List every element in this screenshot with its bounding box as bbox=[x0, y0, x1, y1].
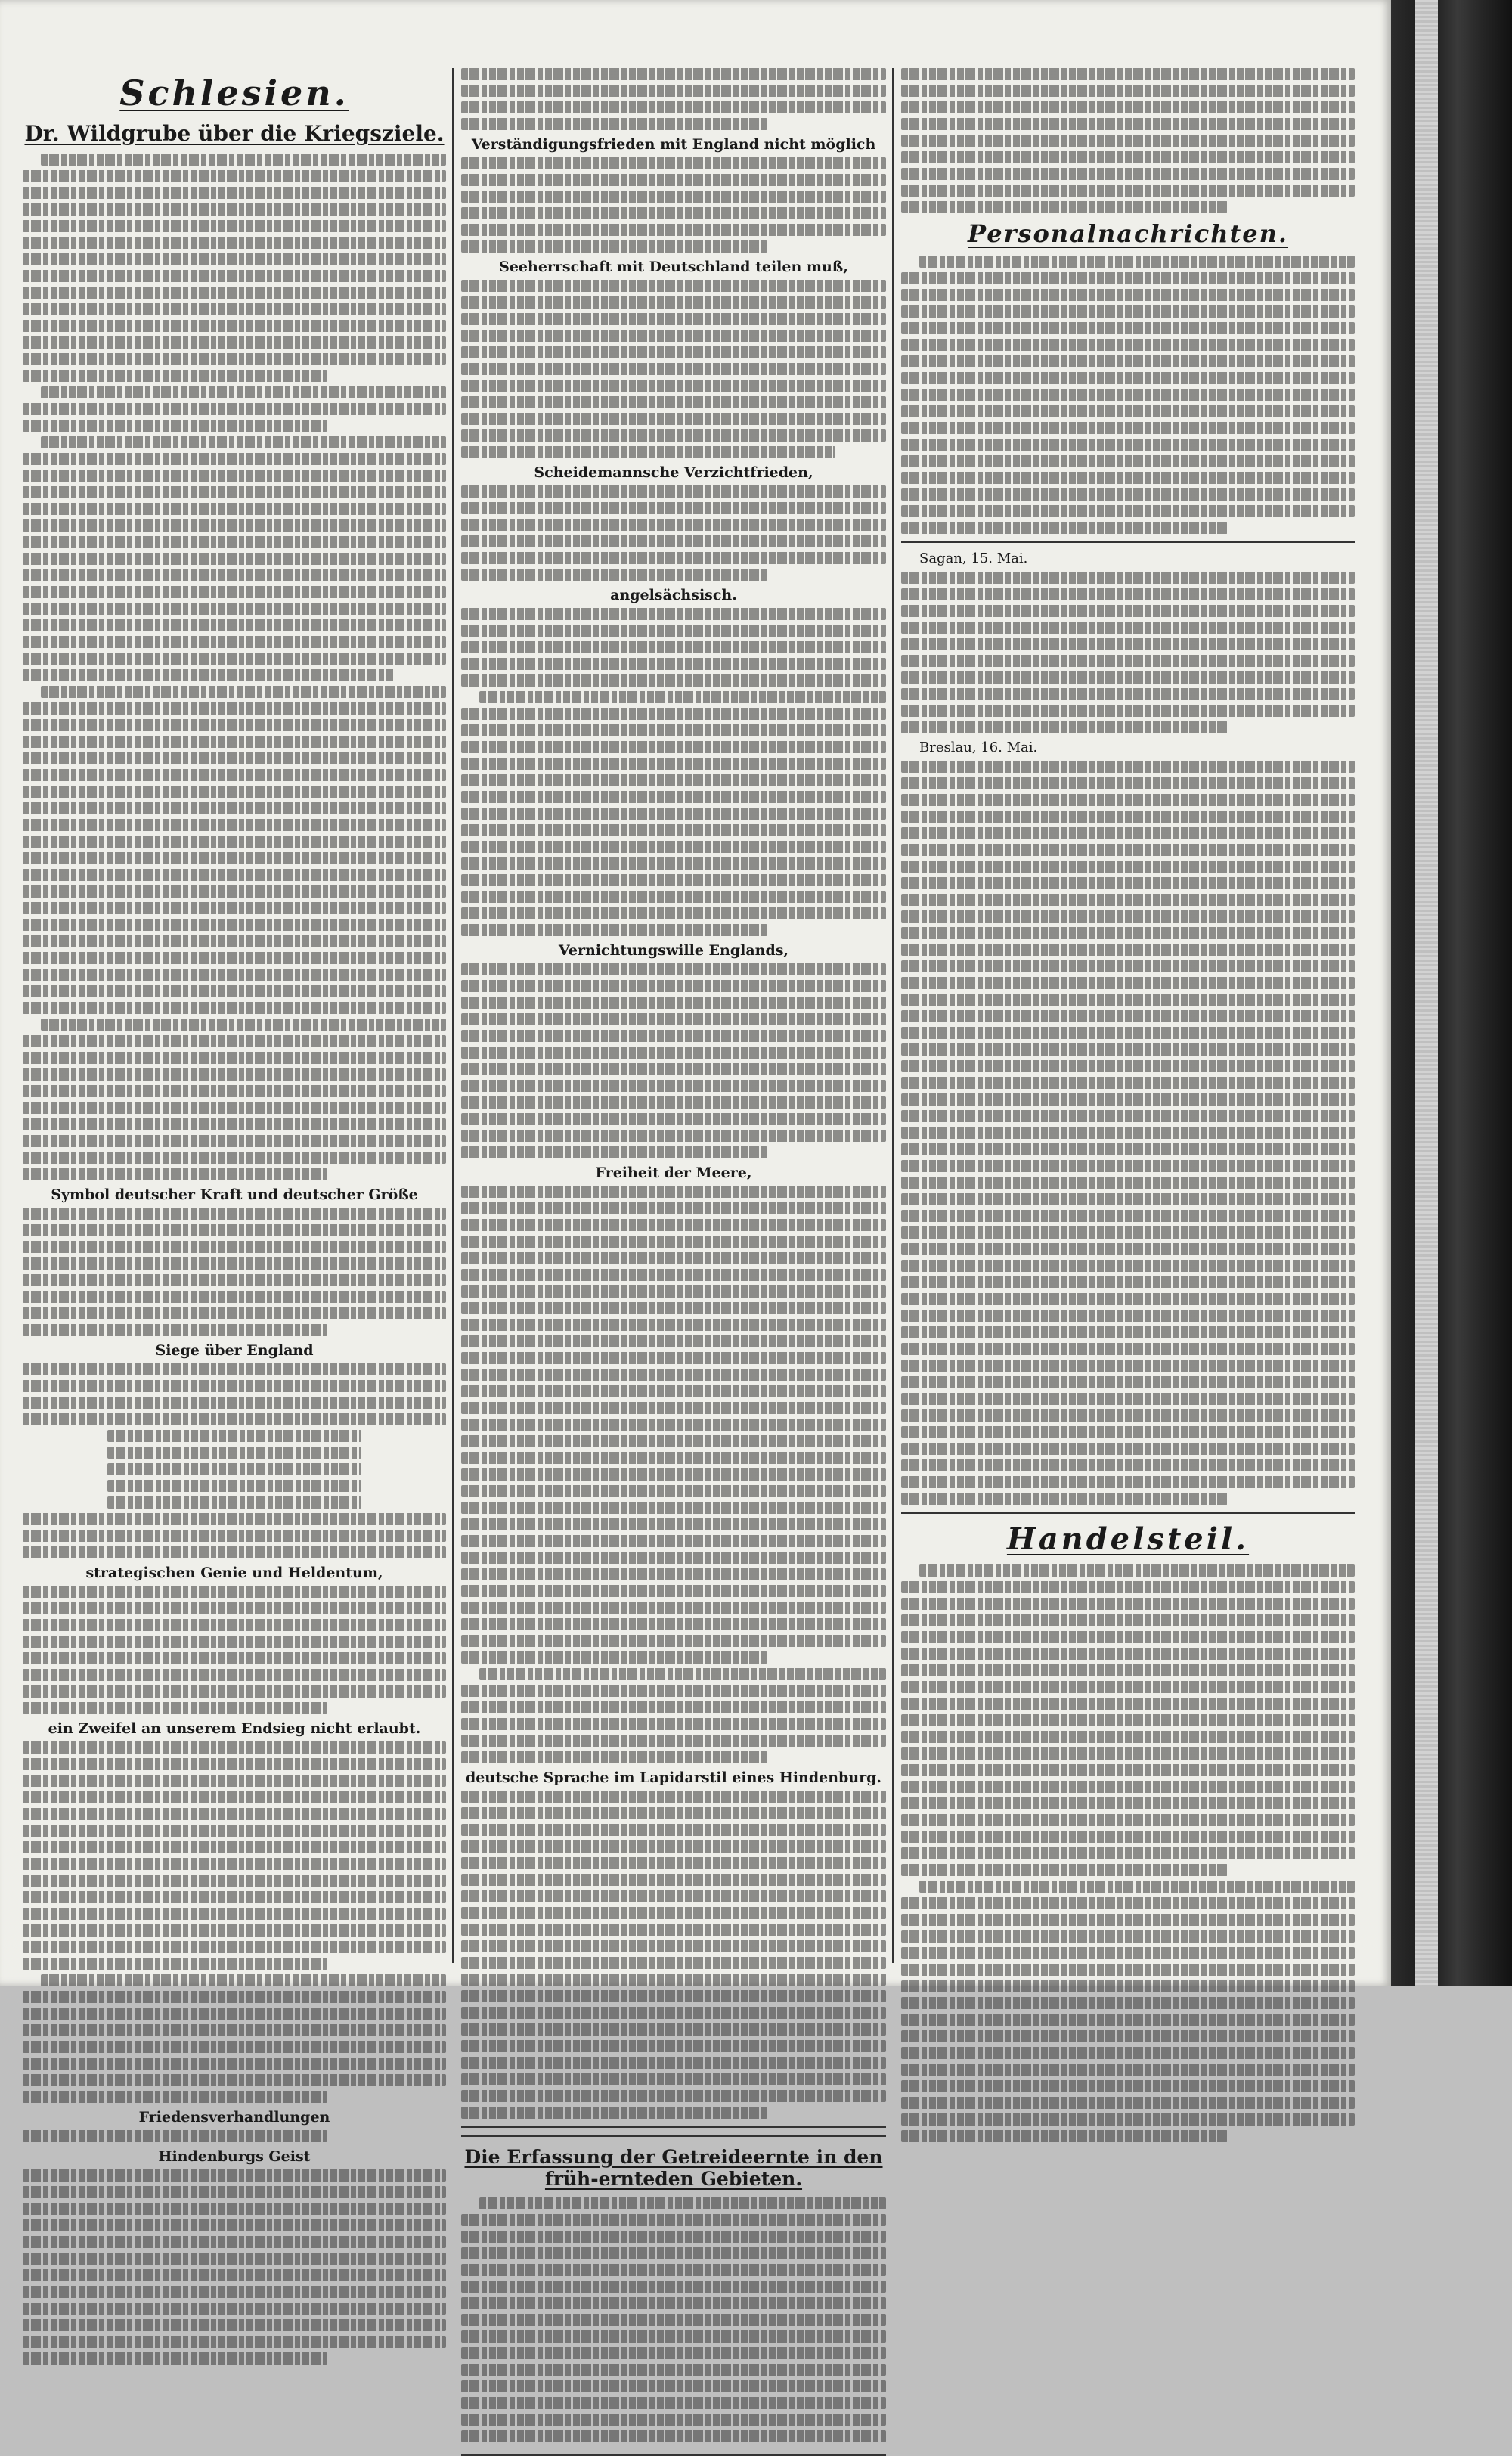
body-text bbox=[23, 1741, 446, 2103]
subhead: Siege über England bbox=[155, 1342, 314, 1359]
body-text bbox=[461, 963, 886, 1158]
body-text bbox=[461, 485, 886, 581]
dateline-breslau: Breslau, 16. Mai. bbox=[919, 740, 1038, 755]
section-title-handelsteil: Handelsteil. bbox=[1006, 1521, 1250, 1557]
subhead: strategischen Genie und Heldentum, bbox=[85, 1564, 383, 1581]
subhead: Scheidemannsche Verzichtfrieden, bbox=[534, 464, 813, 481]
divider bbox=[901, 541, 1355, 543]
body-text bbox=[23, 154, 446, 1180]
body-text bbox=[901, 256, 1355, 534]
column-rule bbox=[892, 68, 894, 1963]
headline-kriegsziele: Dr. Wildgrube über die Kriegsziele. bbox=[24, 121, 445, 146]
section-title-schlesien: Schlesien. bbox=[119, 73, 349, 113]
subhead: Vernichtungswille Englands, bbox=[558, 942, 789, 959]
subhead: Friedensverhandlungen bbox=[138, 2109, 330, 2126]
body-text bbox=[901, 572, 1355, 733]
article-getreideernte bbox=[461, 2135, 886, 2456]
subhead: Verständigungsfrieden mit England nicht möglich bbox=[471, 136, 876, 153]
body-text bbox=[461, 68, 886, 130]
column-rule bbox=[452, 68, 454, 1963]
body-text bbox=[23, 1208, 446, 1336]
book-binding-edge bbox=[1391, 0, 1512, 1986]
subhead: Hindenburgs Geist bbox=[158, 2148, 311, 2165]
subhead: deutsche Sprache im Lapidarstil eines Hindenburg. bbox=[465, 1769, 882, 1786]
body-text bbox=[901, 68, 1355, 213]
body-text bbox=[901, 1564, 1355, 2142]
body-text bbox=[461, 157, 886, 253]
headline-getreideernte: Die Erfassung der Getreideernte in den früh-ernteden Gebieten. bbox=[464, 2146, 883, 2190]
subhead: Freiheit der Meere, bbox=[595, 1164, 752, 1181]
subhead: Symbol deutscher Kraft und deutscher Größe bbox=[51, 1186, 418, 1203]
dateline-sagan: Sagan, 15. Mai. bbox=[919, 550, 1028, 566]
body-text bbox=[23, 1586, 446, 1714]
column-3 bbox=[901, 68, 1355, 1963]
body-text bbox=[461, 1186, 886, 1763]
column-2 bbox=[461, 68, 886, 2190]
body-text bbox=[23, 1363, 446, 1558]
column-1 bbox=[23, 68, 446, 2165]
body-text bbox=[901, 761, 1355, 1505]
body-text bbox=[461, 2197, 886, 2442]
subhead: angelsächsisch. bbox=[610, 587, 737, 603]
body-text bbox=[23, 2169, 446, 2365]
subhead: Seeherrschaft mit Deutschland teilen muß, bbox=[499, 259, 848, 275]
subhead: ein Zweifel an unserem Endsieg nicht erlaubt. bbox=[48, 1720, 421, 1737]
divider bbox=[461, 2126, 886, 2128]
body-text bbox=[461, 608, 886, 936]
body-text bbox=[23, 2130, 446, 2142]
divider bbox=[901, 1512, 1355, 1514]
body-text bbox=[461, 280, 886, 458]
section-title-personalnachrichten: Personalnachrichten. bbox=[968, 219, 1288, 248]
body-text bbox=[461, 1791, 886, 2119]
page-edge-strip bbox=[1415, 0, 1438, 1986]
